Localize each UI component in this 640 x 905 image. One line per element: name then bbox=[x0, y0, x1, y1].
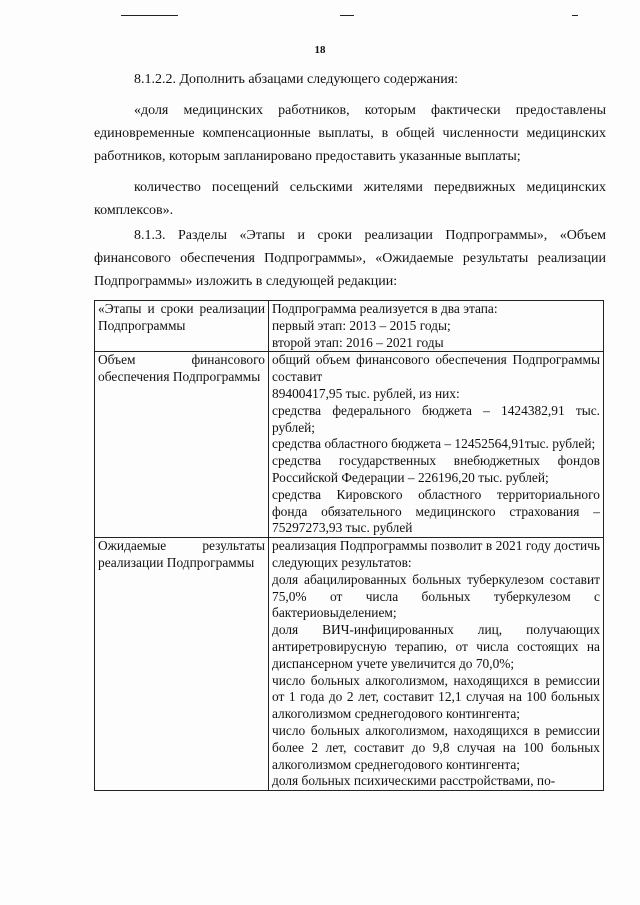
content-line: средства государственных внебюджетных фондов Российской Федерации – 226196,20 тыс. рублей; bbox=[272, 453, 600, 485]
content-line: доля ВИЧ-инфицированных лиц, получающих антиретровирусную терапию, от числа состоящих на диспансерном учете увеличится до 70,0%; bbox=[272, 622, 600, 671]
page-number: 18 bbox=[314, 44, 326, 56]
row-content bbox=[269, 538, 604, 791]
content-line: реализация Подпрограммы позволит в 2021 году достичь следующих результатов: bbox=[272, 538, 600, 570]
content-line: 89400417,95 тыс. рублей, из них: bbox=[272, 385, 460, 401]
scan-mark bbox=[572, 15, 578, 16]
content-line: доля абацилированных больных туберкулезом составит 75,0% от числа больных туберкулезом с бактериовыделением; bbox=[272, 571, 600, 621]
content-line: первый этап: 2013 – 2015 годы; bbox=[272, 317, 451, 333]
paragraph-quote-end: количество посещений сельскими жителями передвижных медицинских комплексов». bbox=[94, 180, 606, 218]
paragraph-8-1-3: 8.1.3. Разделы «Этапы и сроки реализации Подпрограммы», «Объем финансового обеспечения Подпрограммы», «Ожидаемые результаты реализации Подпрограммы» изложить в следующей редакции: bbox=[94, 228, 606, 289]
row-content bbox=[269, 352, 604, 538]
passport-table bbox=[94, 300, 604, 791]
scan-mark bbox=[121, 15, 178, 16]
content-line: Подпрограмма реализуется в два этапа: bbox=[272, 301, 498, 316]
content-line: средства федерального бюджета – 1424382,91 тыс. рублей; bbox=[272, 402, 600, 435]
scan-mark bbox=[340, 15, 354, 16]
row-label: Ожидаемые результаты реализации Подпрограммы bbox=[95, 538, 269, 791]
table-row bbox=[95, 538, 604, 791]
paragraph-quote-start: «доля медицинских работников, которым фактически предоставлены единовременные компенсационные выплаты, в общей численности медицинских работников, которым запланировано предоставить указанные выплаты; bbox=[94, 103, 606, 164]
row-label: Объем финансового обеспечения Подпрограммы bbox=[95, 352, 269, 538]
content-line: число больных алкоголизмом, находящихся в ремиссии более 2 лет, составит до 9,8 случая на 100 больных алкоголизмом среднегодового контингента; bbox=[272, 722, 600, 772]
content-line: средства Кировского областного территориального фонда обязательного медицинского страхования – 75297273,93 тыс. рублей bbox=[272, 486, 600, 536]
content-line: доля больных психическими расстройствами, по- bbox=[272, 773, 556, 789]
row-label: «Этапы и сроки реализации Подпрограммы bbox=[95, 301, 269, 352]
paragraph-8-1-2-2: 8.1.2.2. Дополнить абзацами следующего содержания: bbox=[134, 72, 459, 87]
content-line: общий объем финансового обеспечения Подпрограммы составит bbox=[272, 352, 600, 385]
table-row bbox=[95, 352, 604, 538]
content-line: число больных алкоголизмом, находящихся в ремиссии от 1 года до 2 лет, составит 12,1 случая на 100 больных алкоголизмом среднегодового контингента; bbox=[272, 672, 600, 722]
content-line: второй этап: 2016 – 2021 годы bbox=[272, 334, 444, 350]
content-line: средства областного бюджета – 12452564,91тыс. рублей; bbox=[272, 436, 596, 452]
row-content bbox=[269, 301, 604, 352]
table-row bbox=[95, 301, 604, 352]
